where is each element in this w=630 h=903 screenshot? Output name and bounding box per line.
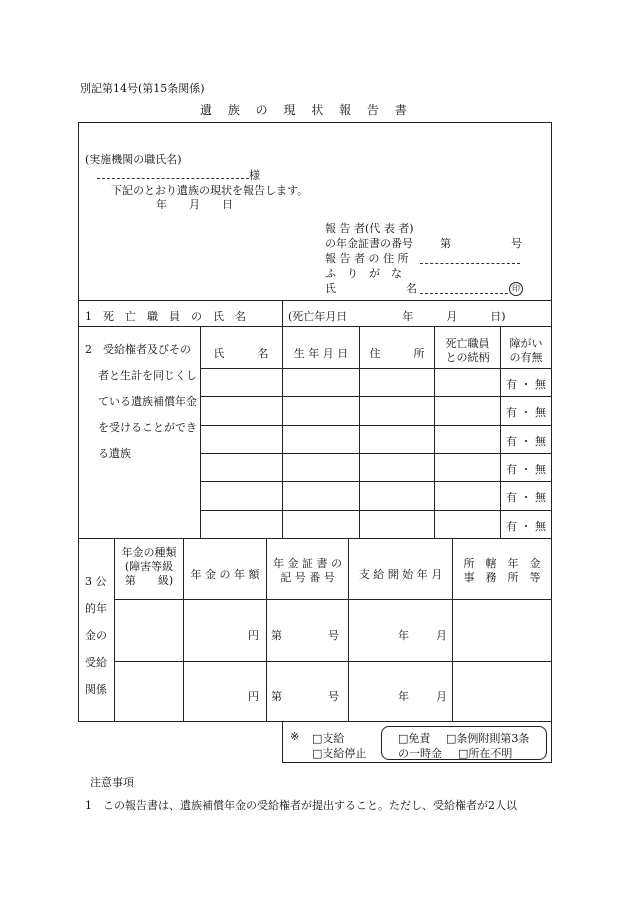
- disability-option[interactable]: 有 ・ 無: [506, 378, 546, 391]
- page-title: 遺 族 の 現 状 報 告 書: [200, 103, 413, 117]
- start-month: 月: [436, 629, 447, 642]
- frame-top: [78, 122, 552, 123]
- section1-bottom: [78, 326, 552, 327]
- header-name: 氏 名: [213, 347, 269, 360]
- option-fumei[interactable]: □所在不明: [458, 747, 513, 760]
- header-birth: 生 年 月 日: [293, 347, 349, 360]
- addressee-label: (実施機関の職氏名): [85, 153, 182, 166]
- header-relation: 死亡職員 との続柄: [445, 337, 490, 364]
- cert-go: 号: [328, 690, 339, 703]
- header-pension-amount: 年 金 の 年 額: [190, 568, 260, 581]
- addressee-field[interactable]: [97, 167, 260, 183]
- frame-right: [551, 122, 552, 722]
- section1-divider: [282, 300, 283, 326]
- option-shikyu[interactable]: □支給: [312, 732, 345, 745]
- name-shi: 氏: [325, 282, 336, 295]
- seal-icon: 印: [509, 281, 523, 296]
- cert-dai: 第: [271, 629, 282, 642]
- option-menseki[interactable]: □免責: [398, 732, 431, 745]
- notes-item-1: 1 この報告書は、遺族補償年金の受給権者が提出すること。ただし、受給権者が2人以: [85, 799, 517, 812]
- start-year: 年: [398, 690, 409, 703]
- form-number: 別記第14号(第15条関係): [80, 82, 205, 95]
- s3-row-line: [114, 661, 552, 662]
- disability-option[interactable]: 有 ・ 無: [506, 520, 546, 533]
- death-date: (死亡年月日 年 月 日): [288, 310, 506, 323]
- frame-bottom: [78, 721, 552, 722]
- name-mei: 名: [406, 282, 417, 295]
- section3-label: 3 公 的年 金の 受給 関係: [85, 575, 107, 696]
- header-start-date: 支 給 開 始 年 月: [358, 568, 443, 581]
- address-field[interactable]: [420, 250, 520, 264]
- section2-label: 2 受給権者及びその 者と生計を同じくし ている遺族補償年金 を受けることができ る遺族: [85, 343, 197, 460]
- disability-option[interactable]: 有 ・ 無: [506, 406, 546, 419]
- remarks-bottom: [282, 762, 552, 763]
- reporter-label: 報 告 者(代 表 者): [325, 222, 414, 235]
- start-year: 年: [398, 629, 409, 642]
- s2-row-line: [200, 453, 552, 454]
- notes-heading: 注意事項: [90, 776, 134, 789]
- remarks-right: [551, 721, 552, 763]
- intro-text: 下記のとおり遺族の現状を報告します。: [111, 184, 309, 197]
- option-teishi[interactable]: □支給停止: [312, 747, 367, 760]
- report-date: 年 月 日: [156, 198, 233, 211]
- pension-no-go: 号: [511, 237, 522, 250]
- disability-option[interactable]: 有 ・ 無: [506, 463, 546, 476]
- name-field[interactable]: [420, 280, 508, 294]
- s2-row-line: [200, 510, 552, 511]
- s2-row-line: [200, 396, 552, 397]
- remarks-left: [282, 721, 283, 763]
- kome-mark: ※: [290, 730, 300, 743]
- start-month: 月: [436, 690, 447, 703]
- section1-label: 1 死 亡 職 員 の 氏 名: [85, 310, 246, 323]
- header-address: 住 所: [369, 347, 425, 360]
- cert-dai: 第: [271, 690, 282, 703]
- s2-row-line: [200, 368, 552, 369]
- option-ichiji: の一時金: [398, 747, 442, 760]
- disability-option[interactable]: 有 ・ 無: [506, 435, 546, 448]
- header-disability: 障がい の有無: [509, 337, 543, 364]
- address-label: 報 告 者 の 住 所: [325, 252, 409, 265]
- pension-no-dai: 第: [440, 237, 451, 250]
- header-pension-kind: 年金の種類 (障害等級 第 級): [121, 546, 177, 587]
- option-fusoku[interactable]: □条例附則第3条: [446, 732, 530, 745]
- cert-go: 号: [328, 629, 339, 642]
- disability-option[interactable]: 有 ・ 無: [506, 491, 546, 504]
- s3-row-line: [114, 599, 552, 600]
- s2-row-line: [200, 481, 552, 482]
- section1-top: [78, 300, 552, 301]
- sama-label: 様: [249, 169, 260, 182]
- yen-unit: 円: [248, 629, 259, 642]
- s2-row-line: [200, 425, 552, 426]
- header-cert-number: 年 金 証 書 の 記 号 番 号: [273, 557, 342, 584]
- pension-no-label: の年金証書の番号: [325, 237, 413, 250]
- section3-top: [78, 538, 552, 539]
- furigana-label: ふ り が な: [325, 267, 402, 280]
- yen-unit: 円: [248, 690, 259, 703]
- header-pension-office: 所 轄 年 金 事 務 所 等: [463, 557, 541, 584]
- frame-left: [78, 122, 79, 722]
